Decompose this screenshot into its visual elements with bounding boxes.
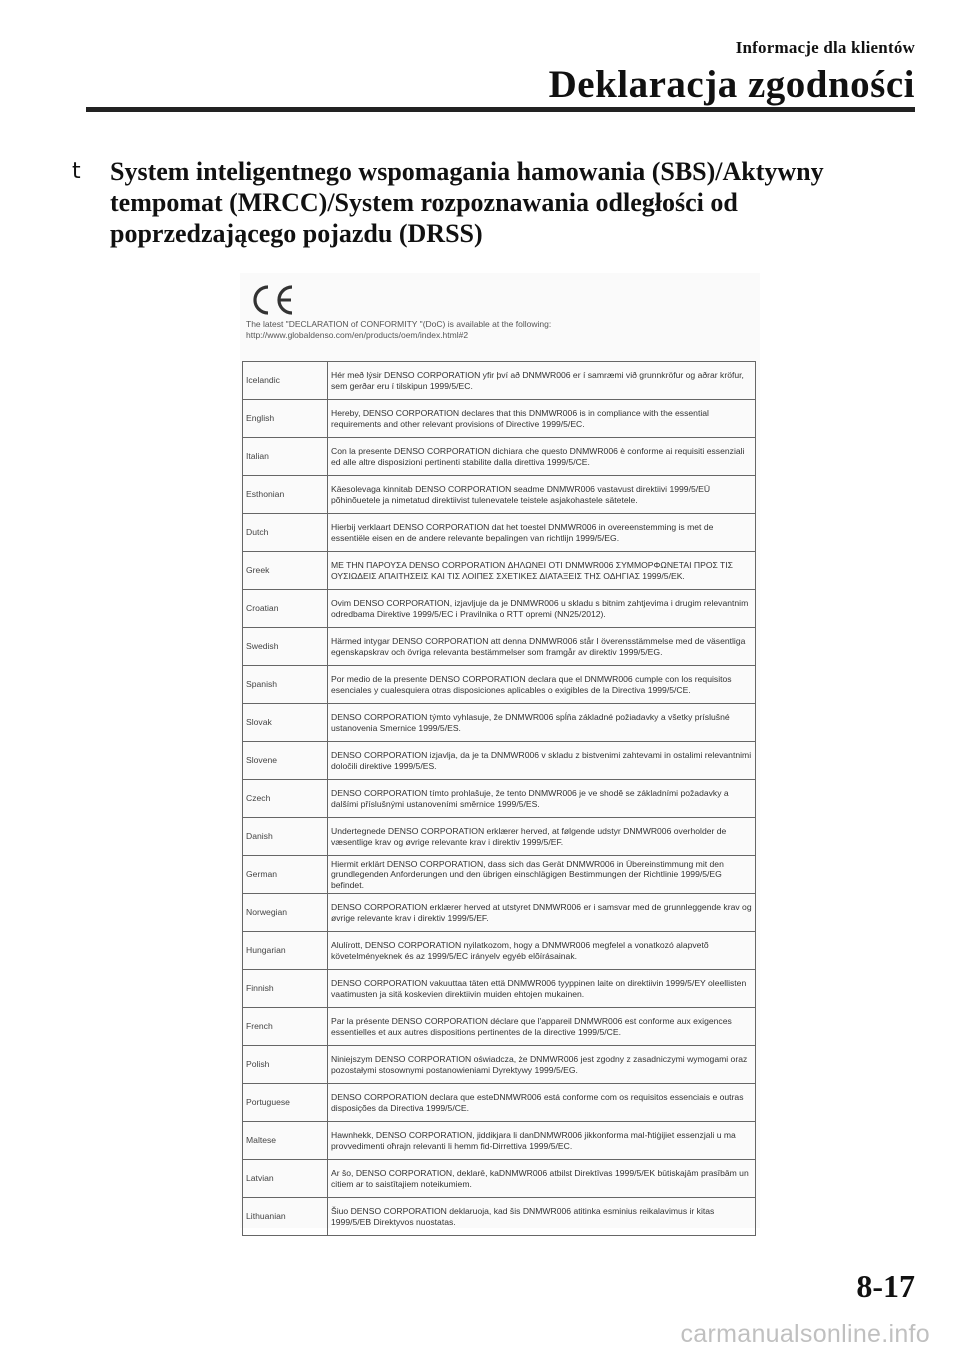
- language-cell: Croatian: [243, 590, 328, 628]
- header-rule: [86, 107, 915, 112]
- page-header: [549, 38, 915, 107]
- language-cell: Finnish: [243, 970, 328, 1008]
- language-cell: Maltese: [243, 1122, 328, 1160]
- language-cell: Lithuanian: [243, 1198, 328, 1236]
- watermark: carmanualsonline.info: [680, 1320, 930, 1348]
- language-cell: French: [243, 1008, 328, 1046]
- table-row: [243, 438, 756, 476]
- language-cell: Slovak: [243, 704, 328, 742]
- ce-mark-icon: [248, 283, 298, 317]
- language-cell: Icelandic: [243, 362, 328, 400]
- declaration-table: [242, 361, 756, 1236]
- table-row: [243, 932, 756, 970]
- declaration-text-cell: Hierbij verklaart DENSO CORPORATION dat het toestel DNMWR006 in overeenstemming is met de essentiële eisen en de andere relevante bepalingen van richtlijn 1999/5/EG.: [328, 514, 756, 552]
- table-row: [243, 1160, 756, 1198]
- table-row: [243, 590, 756, 628]
- table-row: [243, 514, 756, 552]
- table-row: [243, 1008, 756, 1046]
- language-cell: Danish: [243, 818, 328, 856]
- declaration-text-cell: Niniejszym DENSO CORPORATION oświadcza, że DNMWR006 jest zgodny z zasadniczymi wymogami oraz pozostałymi stosownymi postanowieniami Dyrektywy 1999/5/EG.: [328, 1046, 756, 1084]
- table-row: [243, 856, 756, 894]
- declaration-text-cell: DENSO CORPORATION týmto vyhlasuje, že DNMWR006 spĺňa základné požiadavky a všetky príslušné ustanovenia Smernice 1999/5/ES.: [328, 704, 756, 742]
- declaration-text-cell: DENSO CORPORATION vakuuttaa täten että DNMWR006 tyyppinen laite on direktiivin 1999/5/EY oleellisten vaatimusten ja sitä koskevien direktiivin muiden ehtojen mukainen.: [328, 970, 756, 1008]
- table-row: [243, 894, 756, 932]
- table-row: [243, 400, 756, 438]
- language-cell: Hungarian: [243, 932, 328, 970]
- breadcrumb: Informacje dla klientów: [735, 38, 915, 57]
- page-title: Deklaracja zgodności: [548, 63, 915, 106]
- declaration-text-cell: Hawnhekk, DENSO CORPORATION, jiddikjara li danDNMWR006 jikkonforma mal-ħtiġijiet essenzjali u ma provvedimenti oħrajn relevanti li hemm fid-Dirrettiva 1999/5/EC.: [328, 1122, 756, 1160]
- section-heading-text: System inteligentnego wspomagania hamowania (SBS)/Aktywny tempomat (MRCC)/System rozpoznawania odległości od poprzedzającego pojazdu (DRSS): [110, 157, 824, 248]
- declaration-text-cell: Alulírott, DENSO CORPORATION nyilatkozom, hogy a DNMWR006 megfelel a vonatkozó alapvetõ követelményeknek és az 1999/5/EC irányelv egyéb elõírásainak.: [328, 932, 756, 970]
- table-row: [243, 1084, 756, 1122]
- language-cell: Greek: [243, 552, 328, 590]
- table-row: [243, 780, 756, 818]
- language-cell: English: [243, 400, 328, 438]
- language-cell: Italian: [243, 438, 328, 476]
- bullet-marker: t: [72, 159, 81, 184]
- table-row: [243, 818, 756, 856]
- table-row: [243, 552, 756, 590]
- language-cell: Dutch: [243, 514, 328, 552]
- page-number: 8-17: [856, 1268, 915, 1304]
- declaration-text-cell: Ar šo, DENSO CORPORATION, deklarē, kaDNMWR006 atbilst Direktīvas 1999/5/EK būtiskajām prasībām un citiem ar to saistītajiem noteikumiem.: [328, 1160, 756, 1198]
- declaration-text-cell: Por medio de la presente DENSO CORPORATION declara que el DNMWR006 cumple con los requisitos esenciales y cualesquiera otras disposiciones aplicables o exigibles de la Directiva 1999/5/CE.: [328, 666, 756, 704]
- declaration-text-cell: Ovim DENSO CORPORATION, izjavljuje da je DNMWR006 u skladu s bitnim zahtjevima i drugim relevantnim odredbama Direktive 1999/5/EC i Pravilnika o RTT opremi (NN25/2012).: [328, 590, 756, 628]
- table-row: [243, 362, 756, 400]
- declaration-image: [240, 273, 760, 1228]
- declaration-text-cell: Hér með lýsir DENSO CORPORATION yfir því að DNMWR006 er í samræmi við grunnkröfur og aðrar kröfur, sem gerðar eru í tilskipun 1999/5/EC.: [328, 362, 756, 400]
- declaration-text-cell: Härmed intygar DENSO CORPORATION att denna DNMWR006 står I överensstämmelse med de väsentliga egenskapskrav och övriga relevanta bestämmelser som framgår av direktiv 1999/5/EG.: [328, 628, 756, 666]
- declaration-url: http://www.globaldenso.com/en/products/oem/index.html#2: [246, 329, 469, 340]
- language-cell: German: [243, 856, 328, 894]
- declaration-intro: [246, 319, 746, 340]
- table-row: [243, 666, 756, 704]
- language-cell: Czech: [243, 780, 328, 818]
- declaration-text-cell: DENSO CORPORATION tímto prohlašuje, že tento DNMWR006 je ve shodě se základními požadavky a dalšími příslušnými ustanoveními směrnice 1999/5/ES.: [328, 780, 756, 818]
- language-cell: Portuguese: [243, 1084, 328, 1122]
- table-row: [243, 970, 756, 1008]
- declaration-text-cell: Käesolevaga kinnitab DENSO CORPORATION seadme DNMWR006 vastavust direktiivi 1999/5/EÜ põhinõuetele ja nimetatud direktiivist tulenevatele teistele asjakohastele sätetele.: [328, 476, 756, 514]
- table-row: [243, 1198, 756, 1236]
- declaration-intro-line1: The latest "DECLARATION of CONFORMITY "(DoC) is available at the following:: [246, 319, 552, 329]
- language-cell: Norwegian: [243, 894, 328, 932]
- language-cell: Latvian: [243, 1160, 328, 1198]
- declaration-text-cell: DENSO CORPORATION erklærer herved at utstyret DNMWR006 er i samsvar med de grunnleggende krav og øvrige relevante krav i direktiv 1999/5/EF.: [328, 894, 756, 932]
- table-row: [243, 742, 756, 780]
- declaration-text-cell: Hiermit erklärt DENSO CORPORATION, dass sich das Gerät DNMWR006 in Übereinstimmung mit den grundlegenden Anforderungen und den übrigen einschlägigen Bestimmungen der Richtlinie 1999/5/EG befindet.: [328, 856, 756, 894]
- declaration-text-cell: ΜΕ ΤΗΝ ΠΑΡΟΥΣΑ DENSO CORPORATION ΔΗΛΩΝΕΙ ΟΤΙ DNMWR006 ΣΥΜΜΟΡΦΩΝΕΤΑΙ ΠΡΟΣ ΤΙΣ ΟΥΣΙΩΔΕΙΣ ΑΠΑΙΤΗΣΕΙΣ ΚΑΙ ΤΙΣ ΛΟΙΠΕΣ ΣΧΕΤΙΚΕΣ ΔΙΑΤΑΞΕΙΣ ΤΗΣ ΟΔΗΓΙΑΣ 1999/5/ΕΚ.: [328, 552, 756, 590]
- declaration-text-cell: Hereby, DENSO CORPORATION declares that this DNMWR006 is in compliance with the essential requirements and other relevant provisions of Directive 1999/5/EC.: [328, 400, 756, 438]
- table-row: [243, 1046, 756, 1084]
- declaration-text-cell: Šiuo DENSO CORPORATION deklaruoja, kad šis DNMWR006 atitinka esminius reikalavimus ir kitas 1999/5/EB Direktyvos nuostatas.: [328, 1198, 756, 1236]
- declaration-text-cell: Con la presente DENSO CORPORATION dichiara che questo DNMWR006 è conforme ai requisiti essenziali ed alle altre disposizioni pertinenti stabilite dalla direttiva 1999/5/CE.: [328, 438, 756, 476]
- table-row: [243, 704, 756, 742]
- table-row: [243, 476, 756, 514]
- language-cell: Slovene: [243, 742, 328, 780]
- section-heading: [72, 156, 922, 249]
- table-row: [243, 1122, 756, 1160]
- language-cell: Esthonian: [243, 476, 328, 514]
- language-cell: Polish: [243, 1046, 328, 1084]
- declaration-text-cell: DENSO CORPORATION declara que esteDNMWR006 está conforme com os requisitos essenciais e outras disposições da Directiva 1999/5/CE.: [328, 1084, 756, 1122]
- declaration-text-cell: DENSO CORPORATION izjavlja, da je ta DNMWR006 v skladu z bistvenimi zahtevami in ostalimi relevantnimi določili direktive 1999/5/ES.: [328, 742, 756, 780]
- language-cell: Swedish: [243, 628, 328, 666]
- declaration-text-cell: Undertegnede DENSO CORPORATION erklærer herved, at følgende udstyr DNMWR006 overholder de væsentlige krav og øvrige relevante krav i direktiv 1999/5/EF.: [328, 818, 756, 856]
- declaration-text-cell: Par la présente DENSO CORPORATION déclare que l'appareil DNMWR006 est conforme aux exigences essentielles et aux autres dispositions pertinentes de la directive 1999/5/CE.: [328, 1008, 756, 1046]
- language-cell: Spanish: [243, 666, 328, 704]
- table-row: [243, 628, 756, 666]
